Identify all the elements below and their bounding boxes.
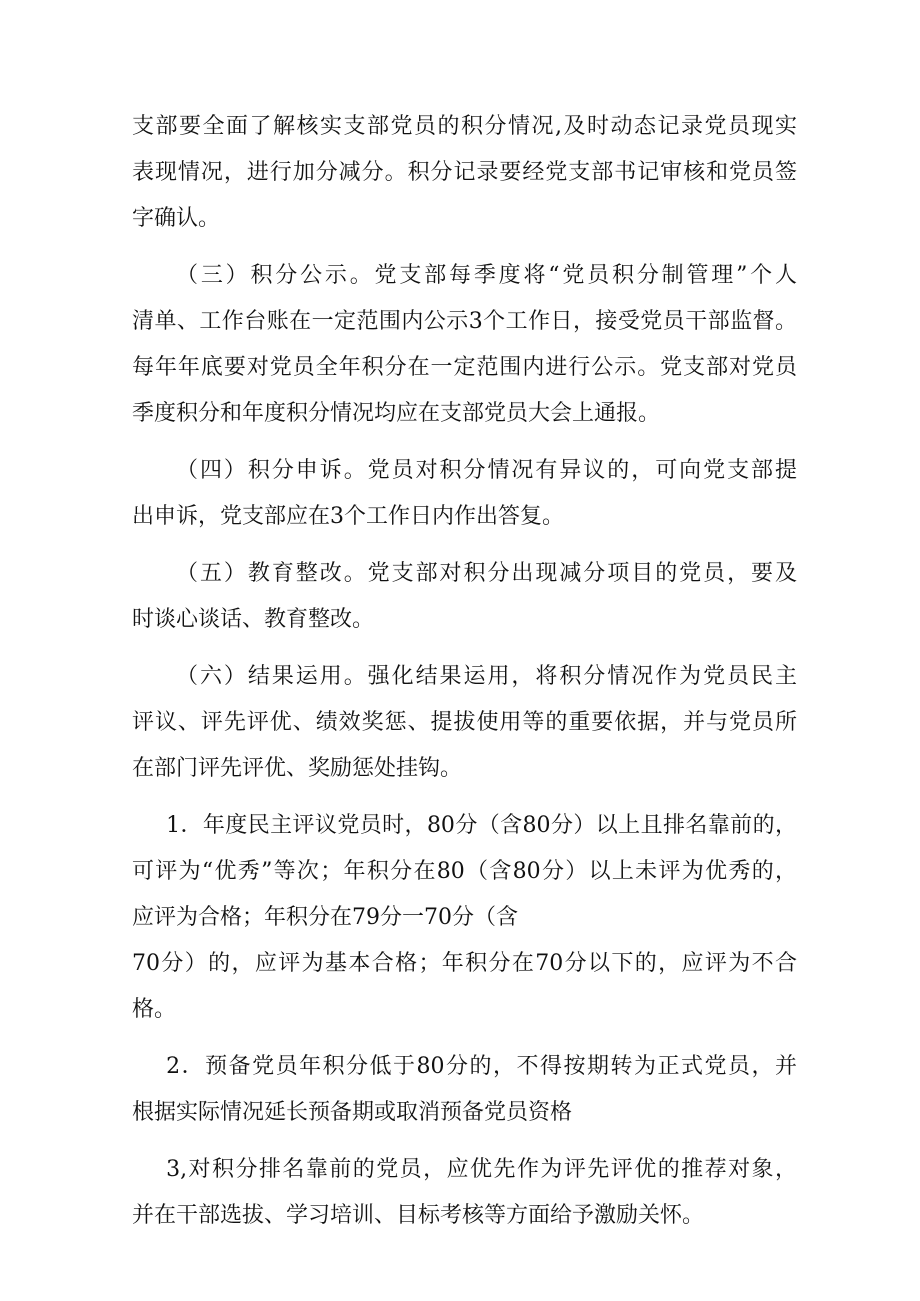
paragraph-record-confirm xyxy=(132,104,797,242)
text-line: 70分）的，应评为基本合格；年积分在70分以下的，应评为不合 xyxy=(132,951,797,976)
text-line: 出申诉，党支部应在3个工作日内作出答复。 xyxy=(132,504,564,529)
text-line: （三）积分公示。党支部每季度将“党员积分制管理”个人 xyxy=(176,263,797,288)
text-line: （六）结果运用。强化结果运用，将积分情况作为党员民主 xyxy=(176,664,797,689)
text-line: 表现情况，进行加分减分。积分记录要经党支部书记审核和党员签 xyxy=(132,160,797,185)
text-line: 1．年度民主评议党员时，80分（含80分）以上且排名靠前的， xyxy=(166,813,797,838)
text-line: 格。 xyxy=(132,997,177,1022)
paragraph-item-3-incentive xyxy=(132,1147,797,1239)
text-line: 每年年底要对党员全年积分在一定范围内进行公示。党支部对党员 xyxy=(132,355,797,380)
text-line: 并在干部选拔、学习培训、目标考核等方面给予激励关怀。 xyxy=(132,1203,705,1228)
text-line: 季度积分和年度积分情况均应在支部党员大会上通报。 xyxy=(132,401,661,426)
paragraph-points-appeal xyxy=(132,448,797,540)
text-line: 在部门评先评优、奖励惩处挂钩。 xyxy=(132,756,463,781)
document-body xyxy=(132,104,797,1250)
paragraph-result-application xyxy=(132,654,797,792)
text-line: （五）教育整改。党支部对积分出现减分项目的党员，要及 xyxy=(176,561,797,586)
text-line: 评议、评先评优、绩效奖惩、提拔使用等的重要依据，并与党员所 xyxy=(132,710,797,735)
text-line: 支部要全面了解核实支部党员的积分情况,及时动态记录党员现实 xyxy=(132,114,797,139)
paragraph-item-1-annual-review xyxy=(132,803,797,1033)
text-line: （四）积分申诉。党员对积分情况有异议的，可向党支部提 xyxy=(176,458,797,483)
text-line: 字确认。 xyxy=(132,206,221,231)
text-line: 根据实际情况延长预备期或取消预备党员资格 xyxy=(132,1100,573,1125)
paragraph-points-publicity xyxy=(132,253,797,437)
paragraph-education-rectification xyxy=(132,551,797,643)
text-line: 2．预备党员年积分低于80分的，不得按期转为正式党员，并 xyxy=(166,1054,797,1079)
text-line: 清单、工作台账在一定范围内公示3个工作日，接受党员干部监督。 xyxy=(132,309,797,334)
text-line: 可评为“优秀”等次；年积分在80（含80分）以上未评为优秀的， xyxy=(132,859,797,884)
text-line: 应评为合格；年积分在79分一70分（含 xyxy=(132,905,518,930)
text-line: 3,对积分排名靠前的党员，应优先作为评先评优的推荐对象， xyxy=(166,1157,797,1182)
paragraph-item-2-probationary xyxy=(132,1044,797,1136)
text-line: 时谈心谈话、教育整改。 xyxy=(132,607,375,632)
